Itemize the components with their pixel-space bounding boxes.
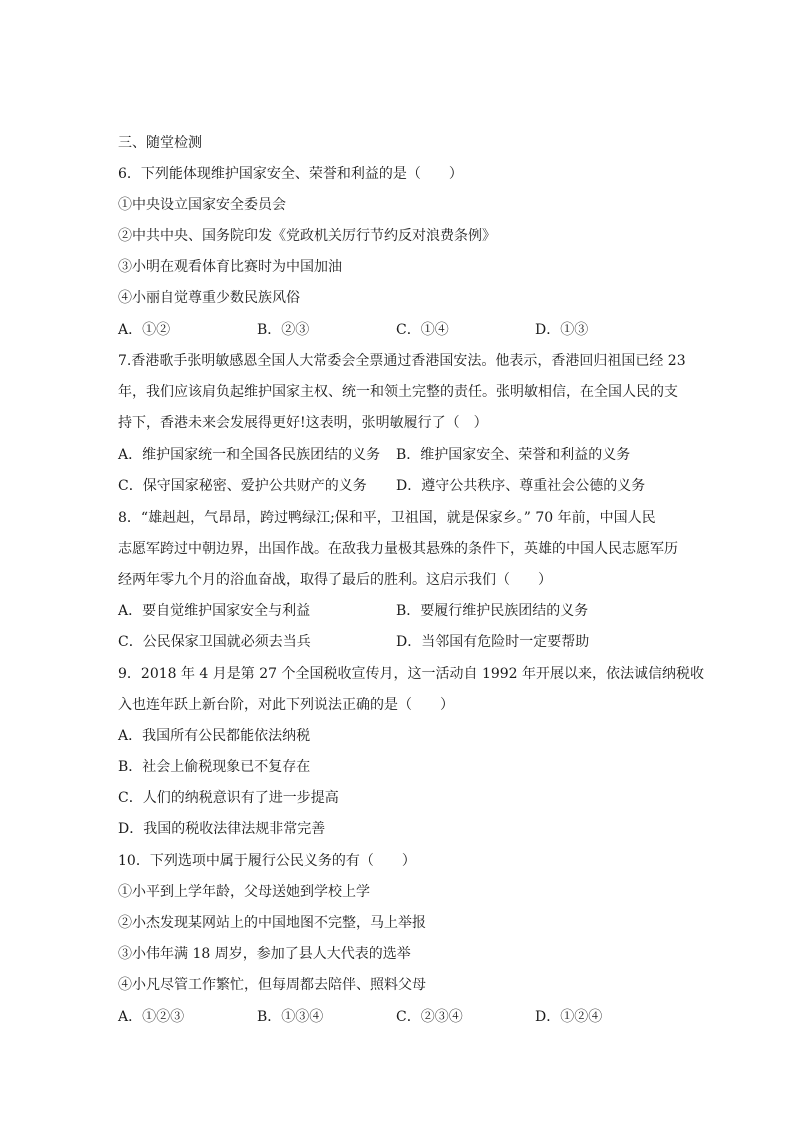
question-9-option-d: D．我国的税收法律法规非常完善	[118, 821, 326, 837]
section-title: 三、随堂检测	[118, 135, 202, 151]
question-8-option-c: C．公民保家卫国就必须去当兵	[118, 634, 311, 650]
question-10-option-b: B．①③④	[257, 1009, 324, 1025]
question-9-option-a: A．我国所有公民都能依法纳税	[118, 728, 311, 744]
question-7-option-a: A．维护国家统一和全国各民族团结的义务	[118, 447, 381, 463]
question-10-stem: 10．下列选项中属于履行公民义务的有（ ）	[118, 853, 416, 869]
question-10-statement-3: ③小伟年满 18 周岁，参加了县人大代表的选举	[118, 946, 411, 962]
question-9-stem-line-2: 入也连年跃上新台阶，对此下列说法正确的是（ ）	[118, 697, 454, 713]
question-10-statement-2: ②小杰发现某网站上的中国地图不完整，马上举报	[118, 915, 426, 931]
question-8-option-a: A．要自觉维护国家安全与利益	[118, 603, 311, 619]
question-8-stem-line-1: 8．“雄赳赳，气昂昂，跨过鸭绿江;保和平，卫祖国，就是保家乡。” 70 年前，中国人民	[118, 510, 656, 526]
question-10-option-c: C．②③④	[396, 1009, 463, 1025]
question-10-statement-4: ④小凡尽管工作繁忙，但每周都去陪伴、照料父母	[118, 977, 426, 993]
question-6-option-d: D．①③	[535, 322, 589, 338]
question-8-stem-line-2: 志愿军跨过中朝边界，出国作战。在敌我力量极其悬殊的条件下，英雄的中国人民志愿军历	[118, 541, 678, 557]
question-7-stem-line-3: 持下，香港未来会发展得更好!这表明，张明敏履行了（ ）	[118, 415, 488, 431]
question-6-statement-3: ③小明在观看体育比赛时为中国加油	[118, 259, 342, 275]
question-7-stem-line-1: 7.香港歌手张明敏感恩全国人大常委会全票通过香港国安法。他表示，香港回归祖国已经 23	[118, 353, 686, 369]
question-7-option-d: D．遵守公共秩序、尊重社会公德的义务	[396, 478, 646, 494]
question-8-option-d: D．当邻国有危险时一定要帮助	[396, 634, 590, 650]
question-10-option-a: A．①②③	[118, 1009, 185, 1025]
question-9-option-b: B．社会上偷税现象已不复存在	[118, 759, 311, 775]
question-6-option-a: A．①②	[118, 322, 171, 338]
question-6-statement-1: ①中央设立国家安全委员会	[118, 197, 286, 213]
question-7-option-c: C．保守国家秘密、爱护公共财产的义务	[118, 478, 367, 494]
question-6-statement-4: ④小丽自觉尊重少数民族风俗	[118, 290, 300, 306]
question-8-stem-line-3: 经两年零九个月的浴血奋战，取得了最后的胜利。这启示我们（ ）	[118, 572, 552, 588]
question-6-option-b: B．②③	[257, 322, 310, 338]
question-6-statement-2: ②中共中央、国务院印发《党政机关厉行节约反对浪费条例》	[118, 228, 496, 244]
question-10-statement-1: ①小平到上学年龄，父母送她到学校上学	[118, 884, 370, 900]
question-6-stem: 6．下列能体现维护国家安全、荣誉和利益的是（ ）	[118, 166, 463, 182]
question-7-stem-line-2: 年，我们应该肩负起维护国家主权、统一和领土完整的责任。张明敏相信，在全国人民的支	[118, 384, 678, 400]
question-8-option-b: B．要履行维护民族团结的义务	[396, 603, 589, 619]
question-9-option-c: C．人们的纳税意识有了进一步提高	[118, 790, 339, 806]
question-10-option-d: D．①②④	[535, 1009, 603, 1025]
question-6-option-c: C．①④	[396, 322, 449, 338]
question-9-stem-line-1: 9．2018 年 4 月是第 27 个全国税收宣传月，这一活动自 1992 年开展以来，依法诚信纳税收	[118, 666, 705, 682]
question-7-option-b: B．维护国家安全、荣誉和利益的义务	[396, 447, 631, 463]
